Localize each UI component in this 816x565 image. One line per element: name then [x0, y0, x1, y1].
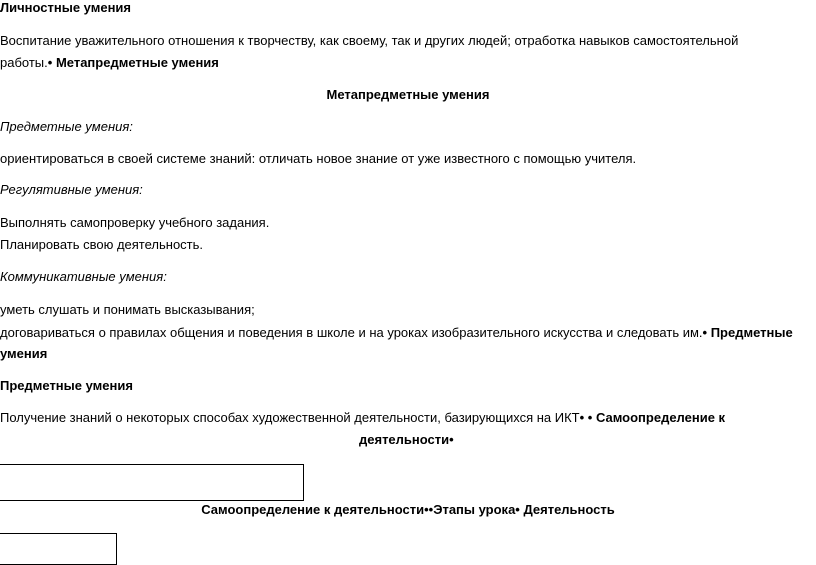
bullet-pair-icon: • • [579, 410, 593, 425]
subject-heading: Предметные умения [0, 378, 133, 393]
bullet-icon: • [449, 432, 454, 447]
subject-inline-heading-end: умения [0, 346, 48, 361]
empty-frame-1 [0, 464, 304, 501]
bullet-icon: • [424, 502, 429, 517]
subject-text: ориентироваться в своей системе знаний: отличать новое знание от уже известного с помощью учителя. [0, 151, 637, 166]
personal-text-line-2 [0, 55, 219, 71]
self-inline-heading: Самоопределение к [592, 410, 726, 425]
bullet-icon: • [702, 325, 708, 340]
self-inline-heading-end [359, 432, 454, 448]
bottom-stages-heading: •Этапы урока [428, 502, 516, 517]
communicative-label: Коммуникативные умения: [0, 269, 167, 284]
self-inline-heading-word: деятельности [359, 432, 450, 447]
meta-inline-heading: Метапредметные умения [52, 55, 219, 70]
personal-heading: Личностные умения [0, 0, 132, 15]
meta-heading: Метапредметные умения [326, 87, 490, 102]
ikt-line [0, 410, 725, 426]
bottom-activity-heading: Деятельность [519, 502, 615, 517]
subject-label: Предметные умения: [0, 119, 133, 134]
subject-inline-heading: Предметные [707, 325, 793, 340]
ikt-text: Получение знаний о некоторых способах художественной деятельности, базирующихся на ИКТ [0, 410, 580, 425]
regulative-text-2: Планировать свою деятельность. [0, 237, 204, 252]
bottom-headings-line [0, 502, 816, 518]
bullet-icon: • [515, 502, 520, 517]
communicative-text-2 [0, 325, 793, 341]
bottom-self-heading: Самоопределение к деятельности [201, 502, 425, 517]
empty-frame-2 [0, 533, 117, 565]
regulative-label: Регулятивные умения: [0, 182, 143, 197]
personal-text-end: работы. [0, 55, 48, 70]
communicative-text-end: договариваться о правилах общения и поведения в школе и на уроках изобразительного искусства и следовать им. [0, 325, 703, 340]
personal-text-line-1: Воспитание уважительного отношения к творчеству, как своему, так и других людей; отработка навыков самостоятельной [0, 33, 739, 48]
communicative-text-1: уметь слушать и понимать высказывания; [0, 302, 255, 317]
regulative-text-1: Выполнять самопроверку учебного задания. [0, 215, 270, 230]
bullet-icon: • [47, 55, 53, 70]
